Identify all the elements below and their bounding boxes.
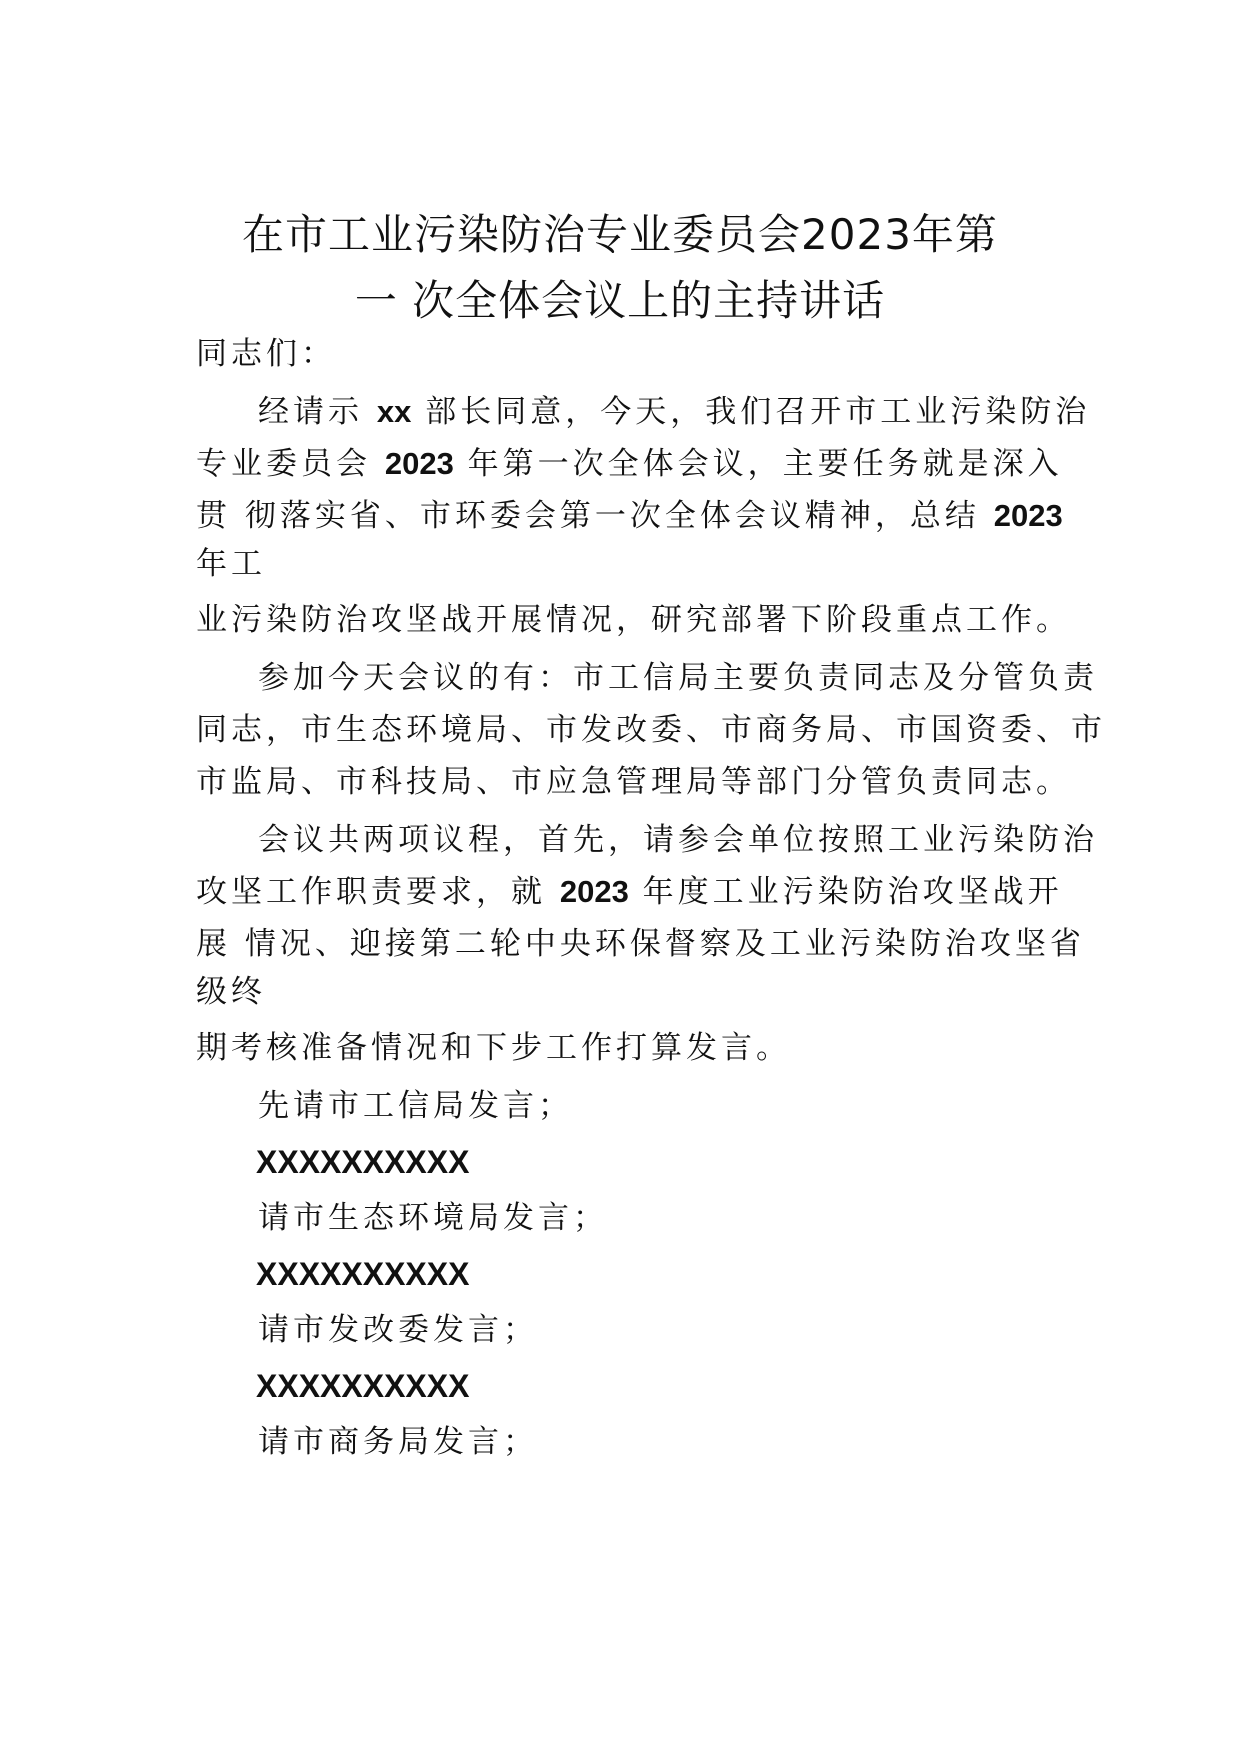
document-title-line-2: 一 次全体会议上的主持讲话 xyxy=(354,276,886,325)
text-segment: 年第一次全体会议，主要任务就是深入 xyxy=(453,446,1063,482)
text-segment-bold: 2023 xyxy=(384,446,454,481)
text-segment: 经请示 xyxy=(258,394,377,430)
paragraph-3-line-3: 展 情况、迎接第二轮中央环保督察及工业污染防治攻坚省 xyxy=(196,926,1085,962)
text-segment-bold: 2023 xyxy=(993,498,1063,533)
text-segment-bold: 2023 xyxy=(559,874,629,909)
speaker-prompt-1: 先请市工信局发言； xyxy=(258,1088,573,1124)
text-segment: 年度工业污染防治攻坚战开 xyxy=(628,874,1063,910)
text-segment-bold: xx xyxy=(376,394,412,429)
paragraph-1-line-3 xyxy=(196,496,1063,536)
speaker-prompt-2: 请市生态环境局发言； xyxy=(258,1200,608,1236)
paragraph-3-line-1: 会议共两项议程，首先，请参会单位按照工业污染防治 xyxy=(258,822,1098,858)
paragraph-2-line-3: 市监局、市科技局、市应急管理局等部门分管负责同志。 xyxy=(196,764,1071,800)
paragraph-1-line-4: 年工 xyxy=(196,546,266,582)
speaker-placeholder-1: XXXXXXXXXX xyxy=(256,1144,470,1180)
paragraph-1-line-5: 业污染防治攻坚战开展情况，研究部署下阶段重点工作。 xyxy=(196,602,1071,638)
paragraph-2-line-1: 参加今天会议的有：市工信局主要负责同志及分管负责 xyxy=(258,660,1098,696)
text-segment: 攻坚工作职责要求，就 xyxy=(196,874,560,910)
document-title-line-1: 在市工业污染防治专业委员会2023年第 xyxy=(242,210,998,259)
paragraph-2-line-2: 同志，市生态环境局、市发改委、市商务局、市国资委、市 xyxy=(196,712,1106,748)
speaker-placeholder-2: XXXXXXXXXX xyxy=(256,1256,470,1292)
text-segment: 贯 彻落实省、市环委会第一次全体会议精神，总结 xyxy=(196,498,994,534)
speaker-prompt-4: 请市商务局发言； xyxy=(258,1424,538,1460)
speaker-prompt-3: 请市发改委发言； xyxy=(258,1312,538,1348)
paragraph-3-line-4: 级终 xyxy=(196,974,266,1010)
paragraph-3-line-5: 期考核准备情况和下步工作打算发言。 xyxy=(196,1030,791,1066)
salutation: 同志们： xyxy=(196,336,336,372)
paragraph-1-line-2 xyxy=(196,444,1063,484)
text-segment: 专业委员会 xyxy=(196,446,385,482)
text-segment: 部长同意，今天，我们召开市工业污染防治 xyxy=(411,394,1091,430)
paragraph-1-line-1 xyxy=(258,392,1091,432)
speaker-placeholder-3: XXXXXXXXXX xyxy=(256,1368,470,1404)
paragraph-3-line-2 xyxy=(196,872,1063,912)
